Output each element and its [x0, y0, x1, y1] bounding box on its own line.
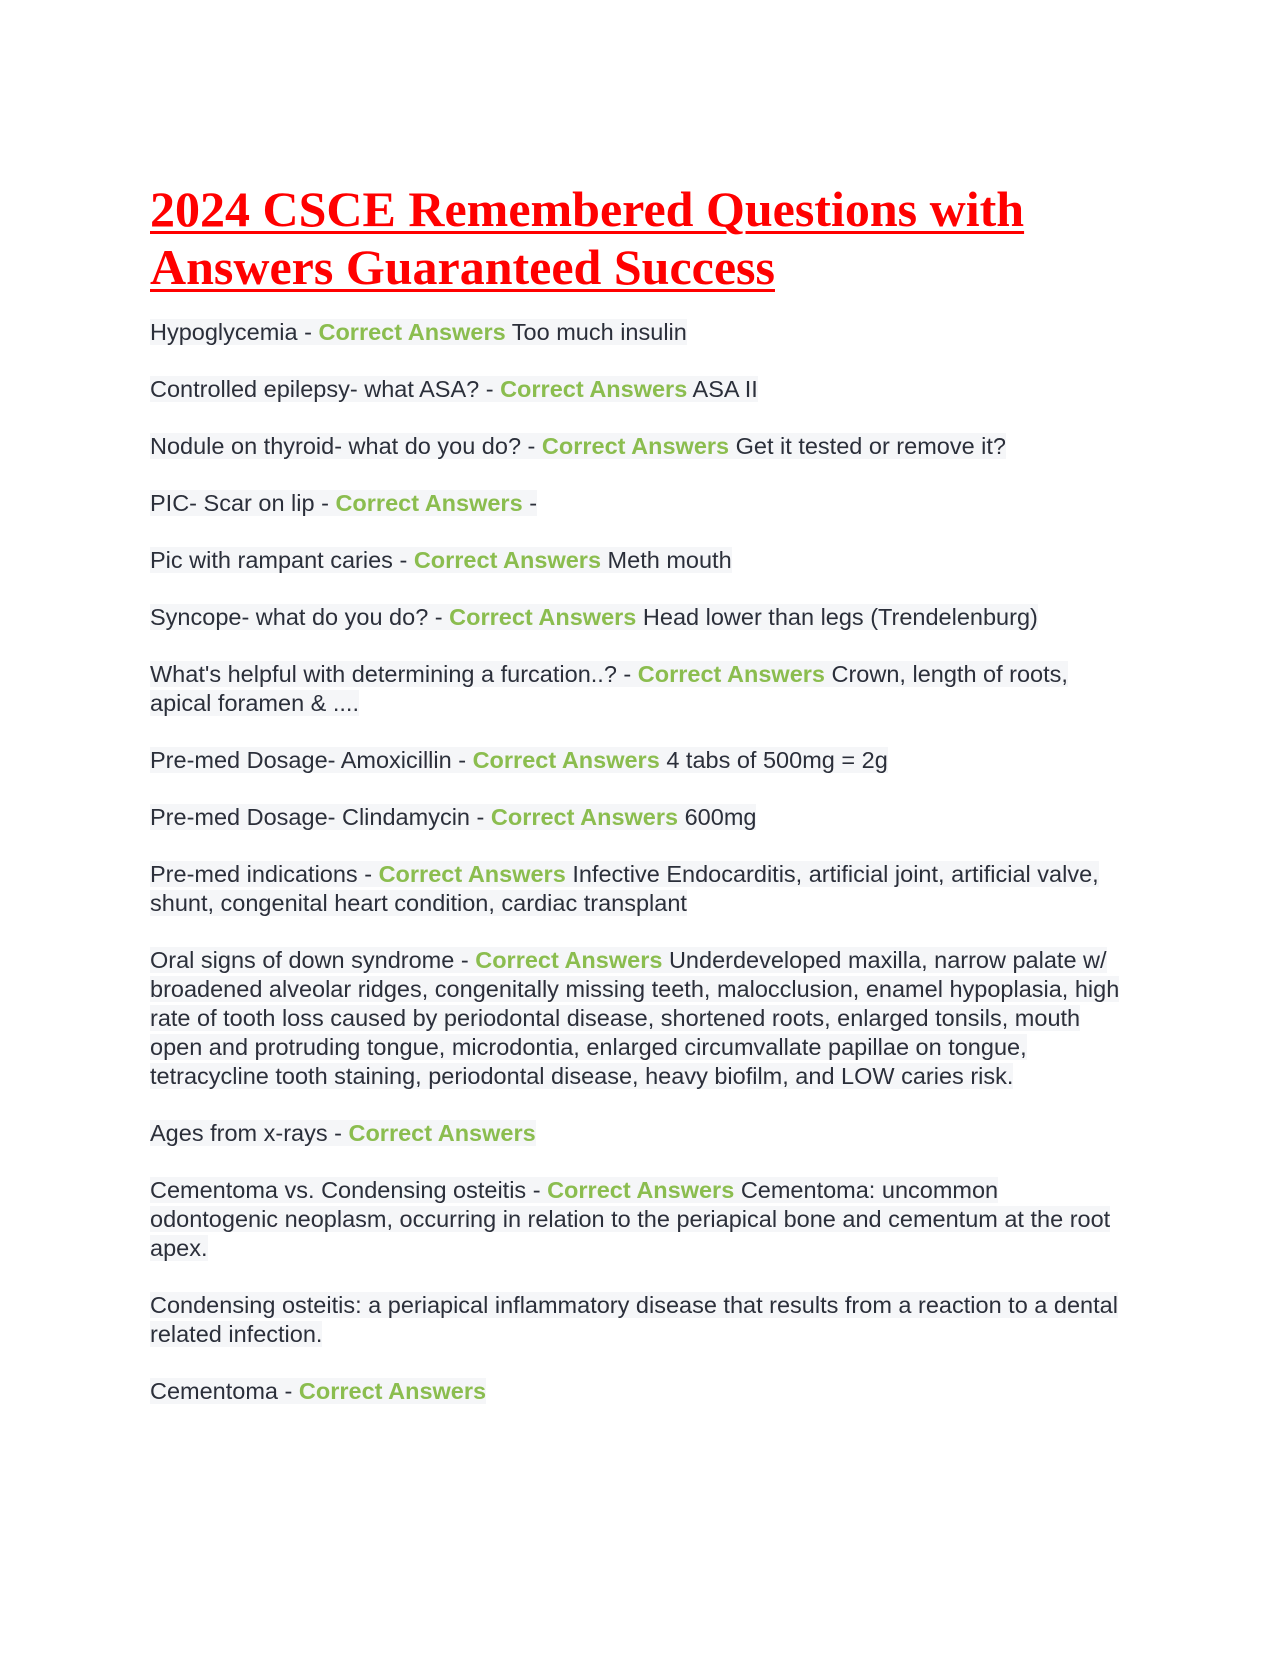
answer-text: Crown, length of roots, apical foramen & ....	[150, 661, 1068, 716]
title-line-2: Answers Guaranteed Success	[150, 239, 775, 295]
question-text: PIC- Scar on lip -	[150, 490, 329, 516]
answer-text: 600mg	[684, 804, 757, 830]
answer-text: Head lower than legs (Trendelenburg)	[642, 604, 1038, 630]
answer-text: Condensing osteitis: a periapical inflammatory disease that results from a reaction to a dental related infection.	[150, 1292, 1118, 1347]
qa-item	[150, 1119, 1130, 1148]
qa-item	[150, 546, 1130, 575]
correct-answers-label: Correct Answers	[490, 804, 679, 830]
correct-answers-label: Correct Answers	[449, 604, 637, 630]
correct-answers-label: Correct Answers	[318, 319, 506, 345]
qa-item	[150, 660, 1130, 718]
correct-answers-label: Correct Answers	[348, 1120, 536, 1146]
qa-item	[150, 1176, 1130, 1263]
qa-item	[150, 803, 1130, 832]
question-text: Ages from x-rays -	[150, 1120, 342, 1146]
qa-item	[150, 489, 1130, 518]
correct-answers-label: Correct Answers	[500, 376, 688, 402]
qa-item	[150, 860, 1130, 918]
qa-item	[150, 375, 1130, 404]
answer-text: Meth mouth	[607, 547, 732, 573]
question-text: Cementoma vs. Condensing osteitis -	[150, 1177, 541, 1203]
answer-text: Too much insulin	[511, 319, 687, 345]
title-line-1: 2024 CSCE Remembered Questions with	[150, 181, 1025, 237]
answer-text: Get it tested or remove it?	[735, 433, 1007, 459]
answer-text: Cementoma: uncommon odontogenic neoplasm, occurring in relation to the periapical bone and cementum at the root apex.	[150, 1177, 1111, 1261]
correct-answers-label: Correct Answers	[547, 1177, 735, 1203]
qa-item	[150, 603, 1130, 632]
correct-answers-label: Correct Answers	[637, 661, 825, 687]
answer-text: 4 tabs of 500mg = 2g	[666, 747, 888, 773]
qa-item	[150, 1377, 1130, 1406]
qa-item	[150, 746, 1130, 775]
question-text: Cementoma -	[150, 1378, 293, 1404]
answer-text: Infective Endocarditis, artificial joint, artificial valve, shunt, congenital heart condition, cardiac transplant	[150, 861, 1099, 916]
correct-answers-label: Correct Answers	[472, 747, 660, 773]
question-text: Pic with rampant caries -	[150, 547, 408, 573]
document-title	[150, 180, 1130, 296]
question-text: Syncope- what do you do? -	[150, 604, 443, 630]
answer-text: Underdeveloped maxilla, narrow palate w/ broadened alveolar ridges, congenitally missing teeth, malocclusion, enamel hypoplasia, high rate of tooth loss caused by periodontal disease, shortened roots, enlarged tonsils, mouth open and protruding tongue, microdontia, enlarged circumvallate papillae on tongue, tetracycline tooth staining, periodontal disease, heavy biofilm, and LOW caries risk.	[150, 947, 1120, 1089]
answer-text: -	[529, 490, 538, 516]
question-text: Pre-med Dosage- Amoxicillin -	[150, 747, 467, 773]
qa-item	[150, 432, 1130, 461]
question-text: Pre-med indications -	[150, 861, 373, 887]
answer-text: ASA II	[692, 376, 758, 402]
correct-answers-label: Correct Answers	[335, 490, 523, 516]
qa-item	[150, 946, 1130, 1091]
document-page	[150, 180, 1130, 1434]
question-text: Oral signs of down syndrome -	[150, 947, 469, 973]
qa-item	[150, 318, 1130, 347]
question-text: Hypoglycemia -	[150, 319, 312, 345]
correct-answers-label: Correct Answers	[298, 1378, 487, 1404]
question-text: What's helpful with determining a furcation..? -	[150, 661, 632, 687]
question-text: Pre-med Dosage- Clindamycin -	[150, 804, 485, 830]
qa-item	[150, 1291, 1130, 1349]
correct-answers-label: Correct Answers	[413, 547, 602, 573]
correct-answers-label: Correct Answers	[541, 433, 730, 459]
question-text: Nodule on thyroid- what do you do? -	[150, 433, 536, 459]
correct-answers-label: Correct Answers	[378, 861, 566, 887]
question-text: Controlled epilepsy- what ASA? -	[150, 376, 494, 402]
correct-answers-label: Correct Answers	[475, 947, 663, 973]
